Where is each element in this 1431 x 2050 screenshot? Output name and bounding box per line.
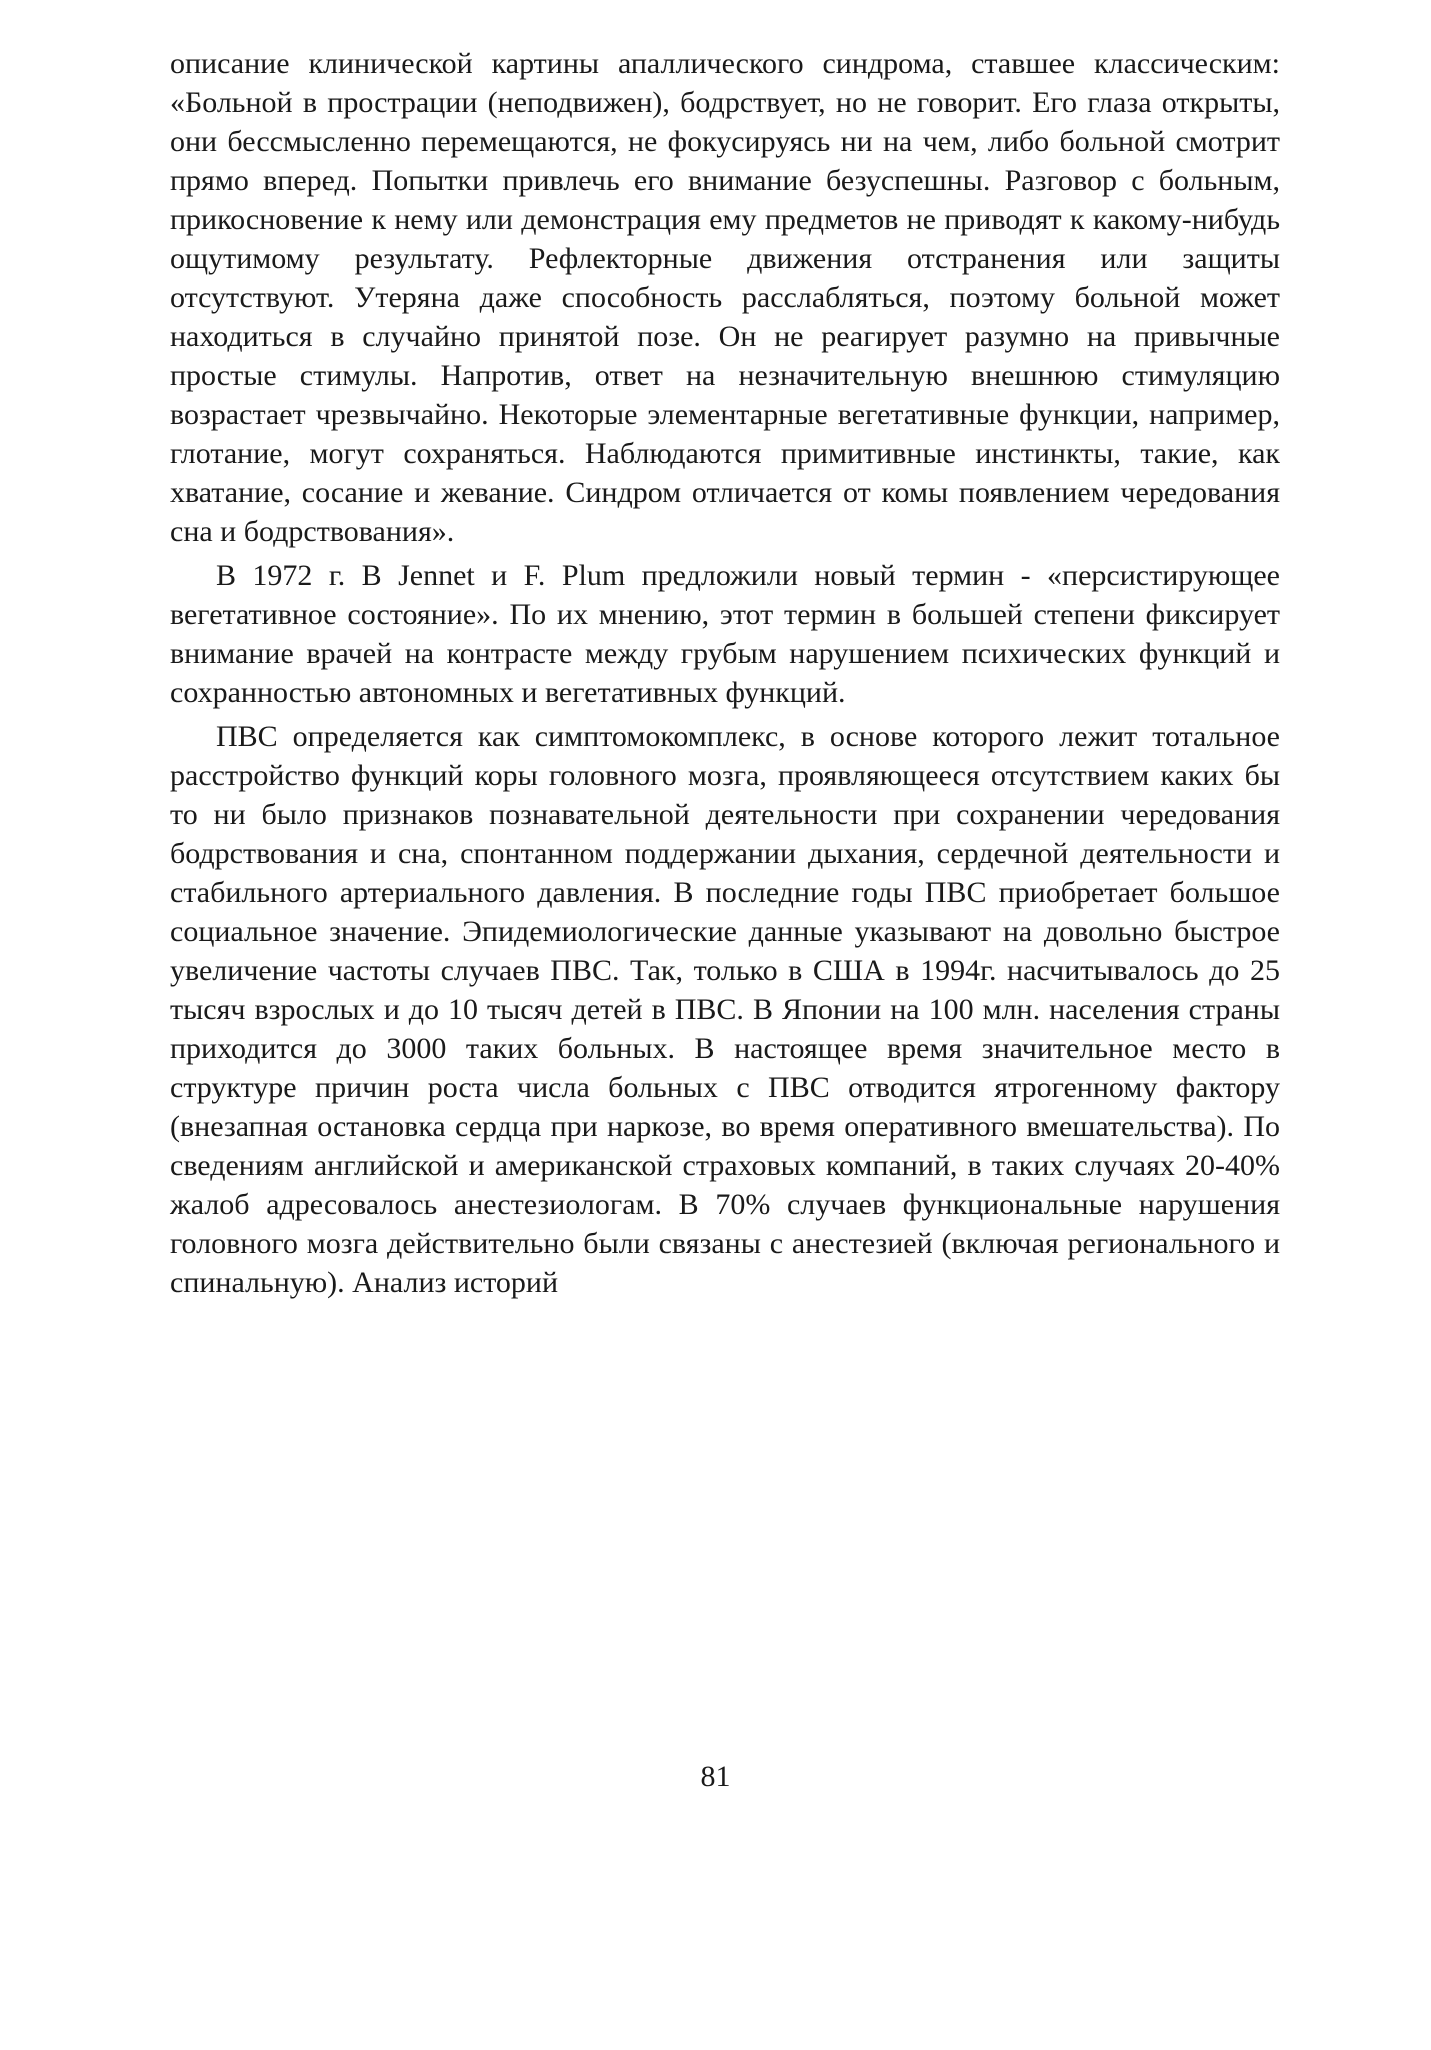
page-number: 81 — [700, 1760, 731, 1793]
body-text — [170, 44, 1280, 1307]
paragraph-jennet-plum: В 1972 г. B Jennet и F. Plum предложили новый термин - «персистирующее вегетативное состояние». По их мнению, этот термин в большей степени фиксирует внимание врачей на контрасте между грубым нарушением психических функций и сохранностью автономных и вегетативных функций. — [170, 559, 1280, 709]
paragraph-pvs-definition: ПВС определяется как симптомокомплекс, в основе которого лежит тотальное расстройство функций коры головного мозга, проявляющееся отсутствием каких бы то ни было признаков познавательной деятельности при сохранении чередования бодрствования и сна, спонтанном поддержании дыхания, сердечной деятельности и стабильного артериального давления. В последние годы ПВС приобретает большое социальное значение. Эпидемиологические данные указывают на довольно быстрое увеличение частоты случаев ПВС. Так, только в США в 1994г. насчитывалось до 25 тысяч взрослых и до 10 тысяч детей в ПВС. В Японии на 100 млн. населения страны приходится до 3000 таких больных. В настоящее время значительное место в структуре причин роста числа больных с ПВС отводится ятрогенному фактору (внезапная остановка сердца при наркозе, во время оперативного вмешательства). По сведениям английской и американской страховых компаний, в таких случаях 20-40% жалоб адресовалось анестезиологам. В 70% случаев функциональные нарушения головного мозга действительно были связаны с анестезией (включая регионального и спинальную). Анализ историй — [170, 720, 1280, 1299]
paragraph-continuation: описание клинической картины апаллического синдрома, ставшее классическим: «Больной в прострации (неподвижен), бодрствует, но не говорит. Его глаза открыты, они бессмысленно перемещаются, не фокусируясь ни на чем, либо больной смотрит прямо вперед. Попытки привлечь его внимание безуспешны. Разговор с больным, прикосновение к нему или демонстрация ему предметов не приводят к какому-нибудь ощутимому результату. Рефлекторные движения отстранения или защиты отсутствуют. Утеряна даже способность расслабляться, поэтому больной может находиться в случайно принятой позе. Он не реагирует разумно на привычные простые стимулы. Напротив, ответ на незначительную внешнюю стимуляцию возрастает чрезвычайно. Некоторые элементарные вегетативные функции, например, глотание, могут сохраняться. Наблюдаются примитивные инстинкты, такие, как хватание, сосание и жевание. Синдром отличается от комы появлением чередования сна и бодрствования». — [170, 47, 1280, 548]
